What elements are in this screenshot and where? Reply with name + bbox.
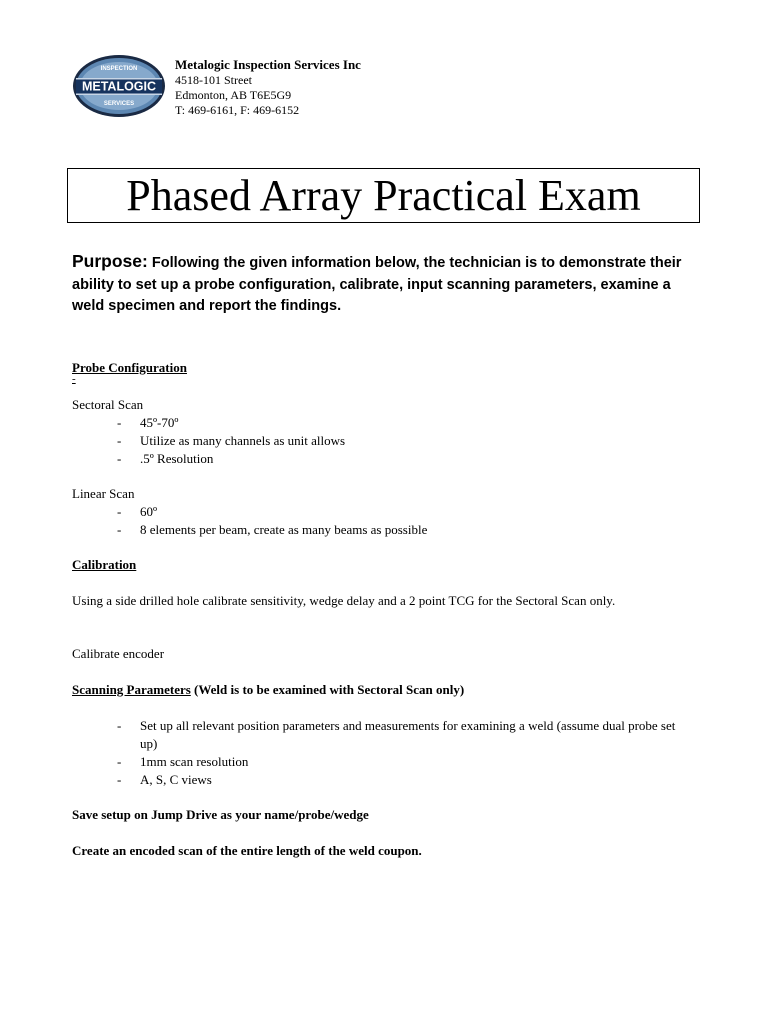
logo-text-main: METALOGIC bbox=[81, 79, 157, 94]
scanning-parameters-note: (Weld is to be examined with Sectoral Scan only) bbox=[194, 682, 465, 697]
purpose-text: Following the given information below, the technician is to demonstrate their ability to set up a probe configuration, calibrate, input scanning parameters, examine a weld specimen and report the findings. bbox=[72, 255, 682, 314]
list-item: - .5º Resolution bbox=[72, 450, 345, 468]
phone-fax: T: 469-6161, F: 469-6152 bbox=[175, 103, 300, 117]
list-item: - 1mm scan resolution bbox=[72, 753, 692, 771]
sectoral-scan-block bbox=[72, 396, 345, 468]
probe-configuration-heading: Probe Configuration bbox=[72, 360, 187, 375]
page-title: Phased Array Practical Exam bbox=[126, 170, 641, 220]
scanning-parameters-list bbox=[72, 717, 692, 789]
stray-mark: - bbox=[72, 373, 76, 385]
address-line-2: Edmonton, AB T6E5G9 bbox=[175, 88, 292, 102]
title-box bbox=[67, 168, 700, 223]
linear-scan-block bbox=[72, 485, 427, 539]
list-item: - 8 elements per beam, create as many beams as possible bbox=[72, 521, 427, 539]
sectoral-scan-list bbox=[72, 414, 345, 468]
logo-text-bottom: SERVICES bbox=[103, 101, 135, 107]
scanning-parameters-heading bbox=[72, 681, 464, 699]
metalogic-logo bbox=[72, 54, 166, 118]
list-item: - Set up all relevant position parameters and measurements for examining a weld (assume dual probe set up) bbox=[72, 717, 692, 753]
scanning-parameters-title: Scanning Parameters bbox=[72, 682, 191, 697]
calibration-heading: Calibration bbox=[72, 557, 137, 572]
encoded-scan-instruction: Create an encoded scan of the entire length of the weld coupon. bbox=[72, 843, 422, 858]
list-item: - 45º-70º bbox=[72, 414, 345, 432]
linear-scan-list bbox=[72, 503, 427, 539]
company-name: Metalogic Inspection Services Inc bbox=[175, 57, 361, 72]
scanning-parameters-block bbox=[72, 717, 692, 789]
calibration-text: Using a side drilled hole calibrate sensitivity, wedge delay and a 2 point TCG for the Sectoral Scan only. bbox=[72, 593, 616, 608]
sectoral-scan-label: Sectoral Scan bbox=[72, 397, 144, 412]
linear-scan-label: Linear Scan bbox=[72, 486, 135, 501]
list-item: - A, S, C views bbox=[72, 771, 692, 789]
calibrate-encoder-text: Calibrate encoder bbox=[72, 646, 165, 661]
purpose-label: Purpose: bbox=[72, 251, 148, 271]
list-item: - 60º bbox=[72, 503, 427, 521]
company-info bbox=[175, 57, 361, 118]
logo-text-top: INSPECTION bbox=[100, 66, 138, 72]
list-item: - Utilize as many channels as unit allows bbox=[72, 432, 345, 450]
purpose-paragraph bbox=[72, 251, 682, 318]
save-setup-instruction: Save setup on Jump Drive as your name/probe/wedge bbox=[72, 807, 369, 822]
address-line-1: 4518-101 Street bbox=[175, 73, 252, 87]
